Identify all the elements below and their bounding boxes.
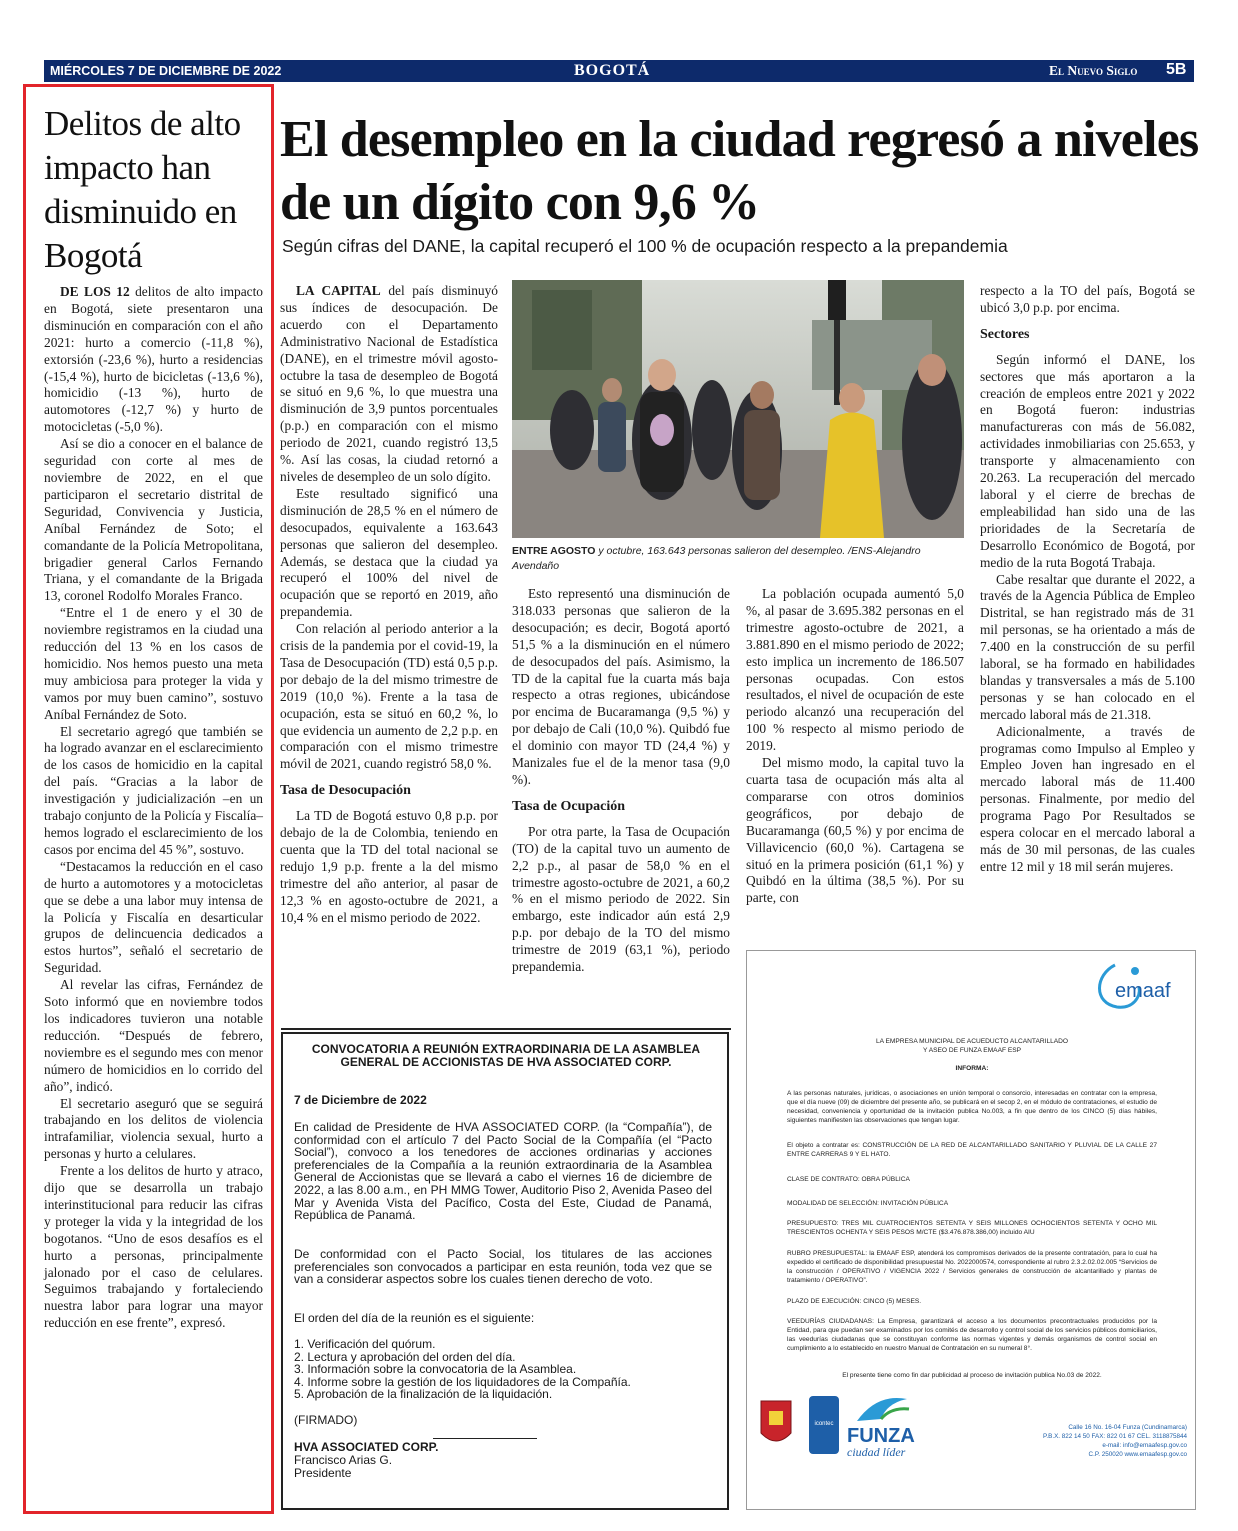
article-lead: LA CAPITAL (296, 283, 381, 298)
subtitle-desocupacion: Tasa de Desocupación (280, 783, 411, 799)
emaaf-notice (746, 950, 1196, 1510)
sidebar-paragraph: El secretario agregó que también se ha logrado avanzar en el esclarecimiento de los casos de homicidio en la capital del país. “Gracias a la labor de investigación y judicialización –en un trabajo conjunto de la Policía y Fiscalía– hemos logrado el esclarecimiento de los casos por encima del 45 %”, sostuvo. (44, 723, 263, 857)
funza-wordmark: FUNZA (847, 1425, 915, 1447)
hva-role: Presidente (294, 1466, 352, 1480)
subtitle-sectores: Sectores (980, 326, 1030, 342)
agenda-item: 1. Verificación del quórum. (294, 1337, 436, 1351)
subtitle-ocupacion: Tasa de Ocupación (512, 798, 626, 814)
emaaf-logo-text: emaaf (1115, 980, 1171, 1002)
article-paragraph: Esto representó una disminución de 318.033 personas que salieron de la desocupación; es decir, Bogotá aportó 51,5 % a la disminución en el número de desocupados del país. Asimismo, la TD de la capital fue la cuarta más baja respecto a otras regiones, ubicándose por encima de Bucaramanga (9,5 %) y por debajo de Cali (10,0 %). Quibdó fue el dominio con mayor TD (24,4 %) y Manizales fue el de la menor tasa (9,0 %). (512, 586, 730, 787)
icontec-seal-icon: icontec (809, 1396, 839, 1454)
funza-shield-icon (759, 1399, 793, 1451)
agenda-item: 3. Información sobre la convocatoria de la Asamblea. (294, 1362, 577, 1377)
header-bar (44, 60, 1194, 82)
article-paragraph: La población ocupada aumentó 5,0 %, al pasar de 3.695.382 personas en el trimestre agosto-octubre de 2021, a 3.881.890 en el mismo periodo de 2022; esto implica un incremento de 186.507 personas ocupadas. Con estos resultados, el nivel de ocupación de este periodo alcanzó una recuperación del 100 % respecto al mismo periodo de 2019. (746, 586, 964, 754)
hva-signed: (FIRMADO) (294, 1413, 358, 1427)
address-line: C.P. 250020 www.emaafesp.gov.co (1088, 1451, 1187, 1458)
hva-notice-paragraph: De conformidad con el Pacto Social, los titulares de las acciones preferenciales son convocados a participar en esta reunión, toda vez que se van a considerar aspectos sobre los cuales tienen derecho de voto. (294, 1247, 712, 1287)
address-line: P.B.X. 822 14 50 FAX: 822 01 67 CEL. 3118875844 (1042, 1433, 1187, 1440)
article-paragraph: Este resultado significó una disminución de 28,5 % en el número de desocupados, equivalente a 163.643 personas que salieron del desempleo. Además, se destaca que la ciudad ya recuperó el 100% del nivel de ocupación que se reportó en 2019, año prepandemia. (280, 485, 498, 620)
emaaf-paragraph: El objeto a contratar es: CONSTRUCCIÓN DE LA RED DE ALCANTARILLADO SANITARIO Y PLUVIAL DE LA CALLE 27 ENTRE CARRERAS 9 Y EL HATO. (787, 1142, 1157, 1158)
photo-caption: ENTRE AGOSTO y octubre, 163.643 personas salieron del desempleo. /ENS-Alejandro Avendaño (512, 545, 921, 572)
article-column-2 (512, 586, 730, 976)
sidebar-paragraph: “Entre el 1 de enero y el 30 de noviembre registramos en la ciudad una reducción del 13 % en los casos de homicidio. Nos hemos puesto una meta muy ambiciosa para proteger la vida y vamos por muy buen camino”, sostuvo Aníbal Fernández de Soto. (44, 605, 263, 722)
emaaf-heading: INFORMA: (955, 1065, 989, 1072)
agenda-item: 2. Lectura y aprobación del orden del día. (294, 1349, 516, 1364)
edition-date: MIÉRCOLES 7 DE DICIEMBRE DE 2022 (50, 64, 282, 78)
emaaf-paragraph: VEEDURÍAS CIUDADANAS: La Empresa, garantizará el acceso a los documentos precontractuales producidos por la Entidad, para que puedan ser examinados por los comités de desarrollo y control social de los servicios públicos domiciliarios, las veedurías ciudadanas que se constituyan conforme las normas vigentes y demás organismos de control social en cumplimiento a lo establecido en nuestro Manual de Contratación en su numeral 8°. (787, 1318, 1157, 1352)
emaaf-paragraph: A las personas naturales, jurídicas, o asociaciones en unión temporal o consorcio, interesadas en contratar con la empresa, que el día nueve (09) de diciembre del presente año, se publicará en el secop 2, en el módulo de contrataciones, el estudio de necesidad, conveniencia y oportunidad de la invitación publica No.003, a fin que dentro de los CINCO (5) días hábiles, siguientes manifiesten las observaciones que tengan lugar. (787, 1090, 1157, 1124)
article-subheadline: Según cifras del DANE, la capital recuperó el 100 % de ocupación respecto a la prepandemia (282, 236, 1008, 256)
sidebar-body (44, 284, 263, 1332)
article-paragraph: LA CAPITAL del país disminuyó sus índices de desocupación. De acuerdo con el Departamento Administrativo Nacional de Estadística (DANE), en el trimestre móvil agosto-octubre la tasa de desempleo de Bogotá se situó en 9,6 %, lo que muestra una disminución de 3,9 puntos porcentuales (p.p.) en comparación con el mismo periodo de 2021, cuando registró 13,5 %. Así las cosas, la ciudad retornó a niveles de desempleo de un solo dígito. (280, 283, 498, 484)
sidebar-paragraph: El secretario aseguró que se seguirá trabajando en los delitos de violencia intrafamiliar, violencia sexual, hurto a personas y hurto a celulares. (44, 1095, 263, 1162)
article-column-3 (746, 586, 964, 907)
caption-lead: ENTRE AGOSTO (512, 545, 596, 557)
emaaf-paragraph: PRESUPUESTO: TRES MIL CUATROCIENTOS SETENTA Y SEIS MILLONES OCHOCIENTOS SETENTA Y OCHO MIL TRESCIENTOS OCHENTA Y SEIS PESOS M/CTE ($3.476.878.386,00) incluido AIU (787, 1220, 1157, 1236)
article-column-1 (280, 283, 498, 927)
article-paragraph: Adicionalmente, a través de programas como Impulso al Empleo y Empleo Joven han ingresado en el mercado laboral más de 11.400 personas. Finalmente, por medio del programa Pago Por Resultados se espera colocar en el mercado laboral a más de 30 mil personas, de las cuales entre 12 mil y 18 mil serán mujeres. (980, 723, 1195, 874)
sidebar-paragraph: Así se dio a conocer en el balance de seguridad con corte al mes de noviembre de 2022, en el que participaron el secretario distrital de Seguridad, Convivencia y Justicia, Aníbal Fernández de Soto; el comandante de la Policía Metropolitana, brigadier general Carlos Fernando Triana, y el comandante de la Brigada 13, coronel Rodolfo Morales Franco. (44, 436, 263, 604)
emaaf-address (995, 1423, 1187, 1459)
emaaf-heading: Y ASEO DE FUNZA EMAAF ESP (922, 1047, 1022, 1054)
section-name: BOGOTÁ (574, 62, 651, 79)
article-paragraph: respecto a la TO del país, Bogotá se ubicó 3,0 p.p. por encima. (980, 283, 1195, 315)
hva-notice-paragraph: El orden del día de la reunión es el siguiente: (294, 1311, 535, 1325)
sidebar-paragraph: DE LOS 12 delitos de alto impacto en Bogotá, siete presentaron una disminución en comparación con el año 2021: hurto a comercio (-11,8 %), extorsión (-23,6 %), hurto a residencias (-15,4 %), hurto de bicicletas (-13,6 %), homicidio (-13 %), hurto de automotores (-12,7 %) y hurto de motocicletas (-5,0 %). (44, 284, 263, 435)
sidebar-paragraph: Frente a los delitos de hurto y atraco, dijo que se desarrolla un trabajo interinstitucional para reducir las cifras y proteger la vida y la integridad de los bogotanos. “Uno de esos desafíos es el hurto a personas, principalmente jalonado por el caso de celulares. Seguimos trabajando y fortaleciendo nuestra labor para lograr una mayor reducción en ese frente”, expresó. (44, 1163, 263, 1331)
hva-company: HVA ASSOCIATED CORP. (294, 1440, 439, 1454)
emaaf-logo (1085, 957, 1175, 1013)
article-paragraph: Por otra parte, la Tasa de Ocupación (TO) de la capital tuvo un aumento de 2,2 p.p., al pasar de 58,0 % en el trimestre agosto-octubre de 2021, a 60,2 % en el mismo periodo de 2022. Sin embargo, este indicador aún está 2,9 p.p. por debajo de la TO del mismo trimestre de 2019 (63,1 %), periodo prepandemia. (512, 823, 730, 975)
hva-agenda-list (294, 1338, 712, 1401)
funza-tagline: ciudad líder (847, 1445, 906, 1459)
article-paragraph: La TD de Bogotá estuvo 0,8 p.p. por debajo de la de Colombia, teniendo en cuenta que la TD del total nacional se redujo 1,9 p.p. frente a la del mismo trimestre del año anterior, al pasar de 12,3 % en agosto-octubre de 2021, a 10,4 % en el mismo periodo de 2022. (280, 808, 498, 925)
hva-signer: Francisco Arias G. (294, 1453, 393, 1467)
article-paragraph: Del mismo modo, la capital tuvo la cuarta tasa de ocupación más alta al compararse con otros dominios geográficos, por debajo de Bucaramanga (60,5 %) y por encima de Villavicencio (60,0 %). Cartagena se situó en la primera posición (61,1 %) y Quibdó en la última (38,5 %). Por su parte, con (746, 755, 964, 906)
agenda-item: 4. Informe sobre la gestión de los liquidadores de la Compañía. (294, 1374, 631, 1389)
sidebar-headline: Delitos de alto impacto han disminuido en Bogotá (44, 104, 241, 275)
article-paragraph: Según informó el DANE, los sectores que más aportaron a la creación de empleos entre 2021 y 2022 en Bogotá fueron: industrias manufactureras con más de 56.082, actividades inmobiliarias con 25.653, y transporte y almacenamiento con 20.263. La recuperación del mercado laboral y el cierre de brechas de empleabilidad han sido una de las prioridades de la Secretaría de Desarrollo Económico de Bogotá, por medio de la ruta Bogotá Trabaja. (980, 351, 1195, 570)
article-column-4 (980, 283, 1195, 876)
notice-rule (281, 1028, 731, 1030)
hva-notice-title: CONVOCATORIA A REUNIÓN EXTRAORDINARIA DE LA ASAMBLEA GENERAL DE ACCIONISTAS DE HVA ASSOCIATED CORP. (311, 1042, 701, 1069)
sidebar-lead: DE LOS 12 (60, 284, 130, 299)
emaaf-heading: LA EMPRESA MUNICIPAL DE ACUEDUCTO ALCANTARILLADO (875, 1038, 1069, 1045)
street-photo (512, 280, 964, 538)
emaaf-paragraph: PLAZO DE EJECUCIÓN: CINCO (5) MESES. (787, 1298, 922, 1305)
article-paragraph: Cabe resaltar que durante el 2022, a través de la Agencia Pública de Empleo Distrital, se han registrado más de 31 mil personas, se ha orientado a más de 7.400 en la construcción de su perfil laboral, se ha formado en habilidades blandas y transversales a más de 5.100 personas y se han colocado en el mercado laboral más de 21.318. (980, 571, 1195, 722)
sidebar-paragraph: “Destacamos la reducción en el caso de hurto a automotores y a motocicletas que se debe a una labor muy intensa de la Policía y Fiscalía en desarticular grupos de delincuencia dedicados a estos hurtos”, señaló el secretario de Seguridad. (44, 858, 263, 976)
agenda-item: 5. Aprobación de la finalización de la liquidación. (294, 1387, 553, 1402)
hva-notice (281, 1032, 729, 1510)
address-line: Calle 16 No. 16-04 Funza (Cundinamarca) (1068, 1424, 1187, 1431)
hva-notice-paragraph: En calidad de Presidente de HVA ASSOCIATED CORP. (la “Compañía”), de conformidad con el artículo 7 del Pacto Social de la Compañía (el “Pacto Social”), convoco a los tenedores de acciones ordinarias y acciones preferenciales de la Compañía a la reunión extraordinaria de la Asamblea General de Accionistas que se llevará a cabo el viernes 16 de diciembre de 2022, a las 8.00 a.m., en PH MMG Tower, Auditorio Piso 2, Avenida Paseo del Mar y Avenida Vista del Pacífico, Costa del Este, Ciudad de Panamá, República de Panamá. (294, 1120, 712, 1223)
sidebar-paragraph: Al revelar las cifras, Fernández de Soto informó que en noviembre todos los indicadores tuvieron una notable reducción. “Después de febrero, noviembre es el segundo mes con menor número de homicidios en lo corrido del año”, indicó. (44, 977, 263, 1094)
article-headline: El desempleo en la ciudad regresó a niveles de un dígito con 9,6 % (280, 111, 1199, 231)
address-line: e-mail: info@emaafesp.gov.co (1102, 1442, 1187, 1449)
newspaper-name: El Nuevo Siglo (1049, 63, 1138, 78)
hva-notice-date: 7 de Diciembre de 2022 (294, 1093, 427, 1107)
signature-line (433, 1438, 537, 1439)
funza-logo (847, 1393, 919, 1463)
emaaf-paragraph: MODALIDAD DE SELECCIÓN: INVITACIÓN PÚBLICA (787, 1200, 949, 1207)
emaaf-paragraph: CLASE DE CONTRATO: OBRA PÚBLICA (787, 1176, 910, 1183)
article-paragraph: Con relación al periodo anterior a la crisis de la pandemia por el covid-19, la Tasa de Desocupación (TD) está 0,5 p.p. por debajo de la del mismo trimestre de 2019 (10,0 %). Frente a la tasa de ocupación, esta se situó en 60,2 %, lo que evidencia un aumento de 2,2 p.p. en comparación con el mismo trimestre móvil de 2021, cuando registró 58,0 %. (280, 621, 498, 772)
emaaf-paragraph: El presente tiene como fin dar publicidad al proceso de invitación publica No.03 de 2022. (842, 1372, 1102, 1379)
page-number: 5B (1166, 61, 1187, 78)
emaaf-paragraph: RUBRO PRESUPUESTAL: la EMAAF ESP, atenderá los compromisos derivados de la presente contratación, para lo cual ha expedido el certificado de disponibilidad presupuestal No. 2022000574, correspondiente al rubro 2.3.2.02.02.005 “Servicios de la construcción / OPERATIVO / VIGENCIA 2022 / Servicios generales de construcción de alcantarillado y plantas de tratamiento / OPERATIVO”. (787, 1250, 1157, 1284)
